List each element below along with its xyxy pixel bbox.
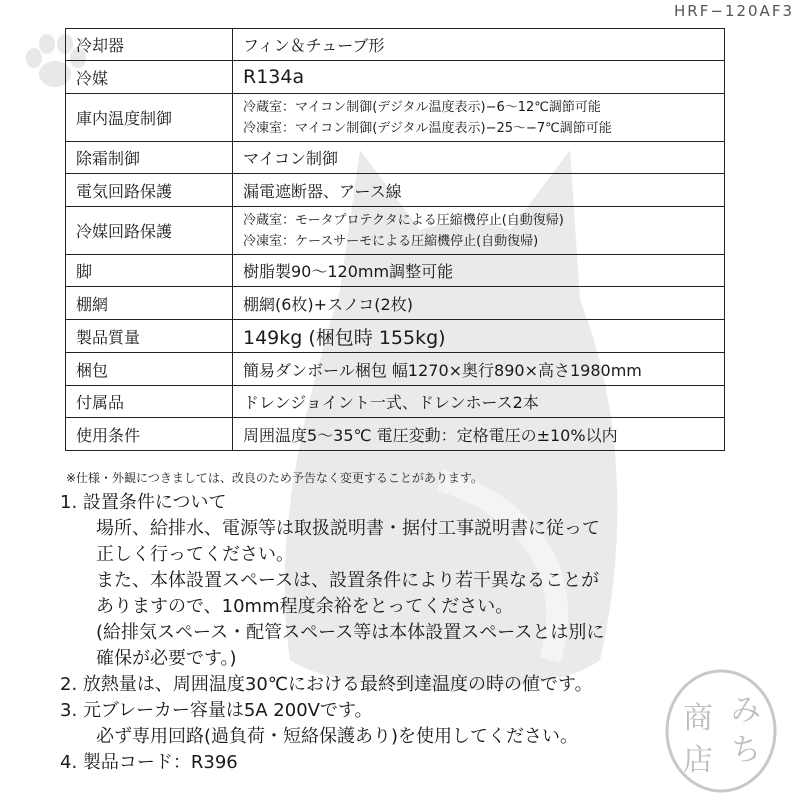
spec-value: フィン＆チューブ形	[233, 29, 725, 61]
spec-label: 冷媒回路保護	[66, 207, 233, 255]
spec-label: 棚網	[66, 287, 233, 320]
spec-row	[66, 207, 725, 255]
note-line: 2. 放熱量は、周囲温度30℃における最終到達温度の時の値です。	[60, 674, 593, 695]
spec-value: ドレンジョイント一式、ドレンホース2本	[233, 386, 725, 418]
spec-label: 製品質量	[66, 320, 233, 353]
spec-row	[66, 255, 725, 287]
spec-label: 脚	[66, 255, 233, 287]
spec-value: 周囲温度5〜35℃ 電圧変動：定格電圧の±10%以内	[233, 418, 725, 451]
spec-row	[66, 353, 725, 386]
note-line: 3. 元ブレーカー容量は5A 200Vです。	[60, 700, 373, 721]
spec-value: 棚網(6枚)+スノコ(2枚)	[233, 287, 725, 320]
spec-value: R134a	[233, 61, 725, 94]
note-line: 1. 設置条件について	[60, 492, 227, 513]
spec-label: 庫内温度制御	[66, 94, 233, 142]
svg-text:店: 店	[683, 743, 713, 778]
spec-label: 冷却器	[66, 29, 233, 61]
spec-value: 簡易ダンボール梱包 幅1270×奥行890×高さ1980mm	[233, 353, 725, 386]
spec-label: 梱包	[66, 353, 233, 386]
model-code: HRF−120AF3	[674, 2, 794, 20]
note-line: 正しく行ってください。	[96, 544, 294, 565]
spec-row	[66, 29, 725, 61]
spec-label: 冷媒	[66, 61, 233, 94]
footnote: ※仕様・外観につきましては、改良のため予告なく変更することがあります。	[66, 471, 483, 485]
spec-row	[66, 386, 725, 418]
spec-value: 149kg (梱包時 155kg)	[233, 320, 725, 353]
spec-label: 電気回路保護	[66, 174, 233, 207]
spec-table	[65, 28, 725, 451]
spec-value-line: 冷凍室：マイコン制御(デジタル温度表示)−25〜−7℃調節可能	[243, 120, 612, 136]
svg-text:商: 商	[683, 701, 713, 736]
spec-value	[233, 94, 725, 142]
spec-label: 付属品	[66, 386, 233, 418]
note-line: 4. 製品コード：R396	[60, 752, 238, 773]
notes-list	[60, 490, 740, 776]
spec-label: 使用条件	[66, 418, 233, 451]
spec-label: 除霜制御	[66, 142, 233, 174]
spec-row	[66, 94, 725, 142]
spec-value	[233, 207, 725, 255]
svg-text:み: み	[731, 693, 761, 728]
note-line: また、本体設置スペースは、設置条件により若干異なることが	[96, 570, 600, 591]
spec-value: 漏電遮断器、アース線	[233, 174, 725, 207]
note-line: (給排気スペース・配管スペース等は本体設置スペースとは別に	[96, 622, 605, 643]
spec-value: マイコン制御	[233, 142, 725, 174]
svg-text:ち: ち	[731, 733, 761, 768]
spec-value: 樹脂製90〜120mm調整可能	[233, 255, 725, 287]
spec-row	[66, 287, 725, 320]
note-line: 確保が必要です。)	[96, 648, 237, 669]
spec-row	[66, 61, 725, 94]
spec-row	[66, 174, 725, 207]
spec-row	[66, 320, 725, 353]
spec-row	[66, 142, 725, 174]
spec-value-line: 冷凍室：ケースサーモによる圧縮機停止(自動復帰)	[243, 233, 539, 249]
spec-row	[66, 418, 725, 451]
spec-value-line: 冷蔵室：モータプロテクタによる圧縮機停止(自動復帰)	[243, 212, 564, 228]
note-line: ありますので、10mm程度余裕をとってください。	[96, 596, 514, 617]
note-line: 場所、給排水、電源等は取扱説明書・据付工事説明書に従って	[96, 518, 600, 539]
seal-stamp	[662, 666, 780, 796]
spec-value-line: 冷蔵室：マイコン制御(デジタル温度表示)−6〜12℃調節可能	[243, 99, 601, 115]
note-line: 必ず専用回路(過負荷・短絡保護あり)を使用してください。	[96, 726, 579, 747]
